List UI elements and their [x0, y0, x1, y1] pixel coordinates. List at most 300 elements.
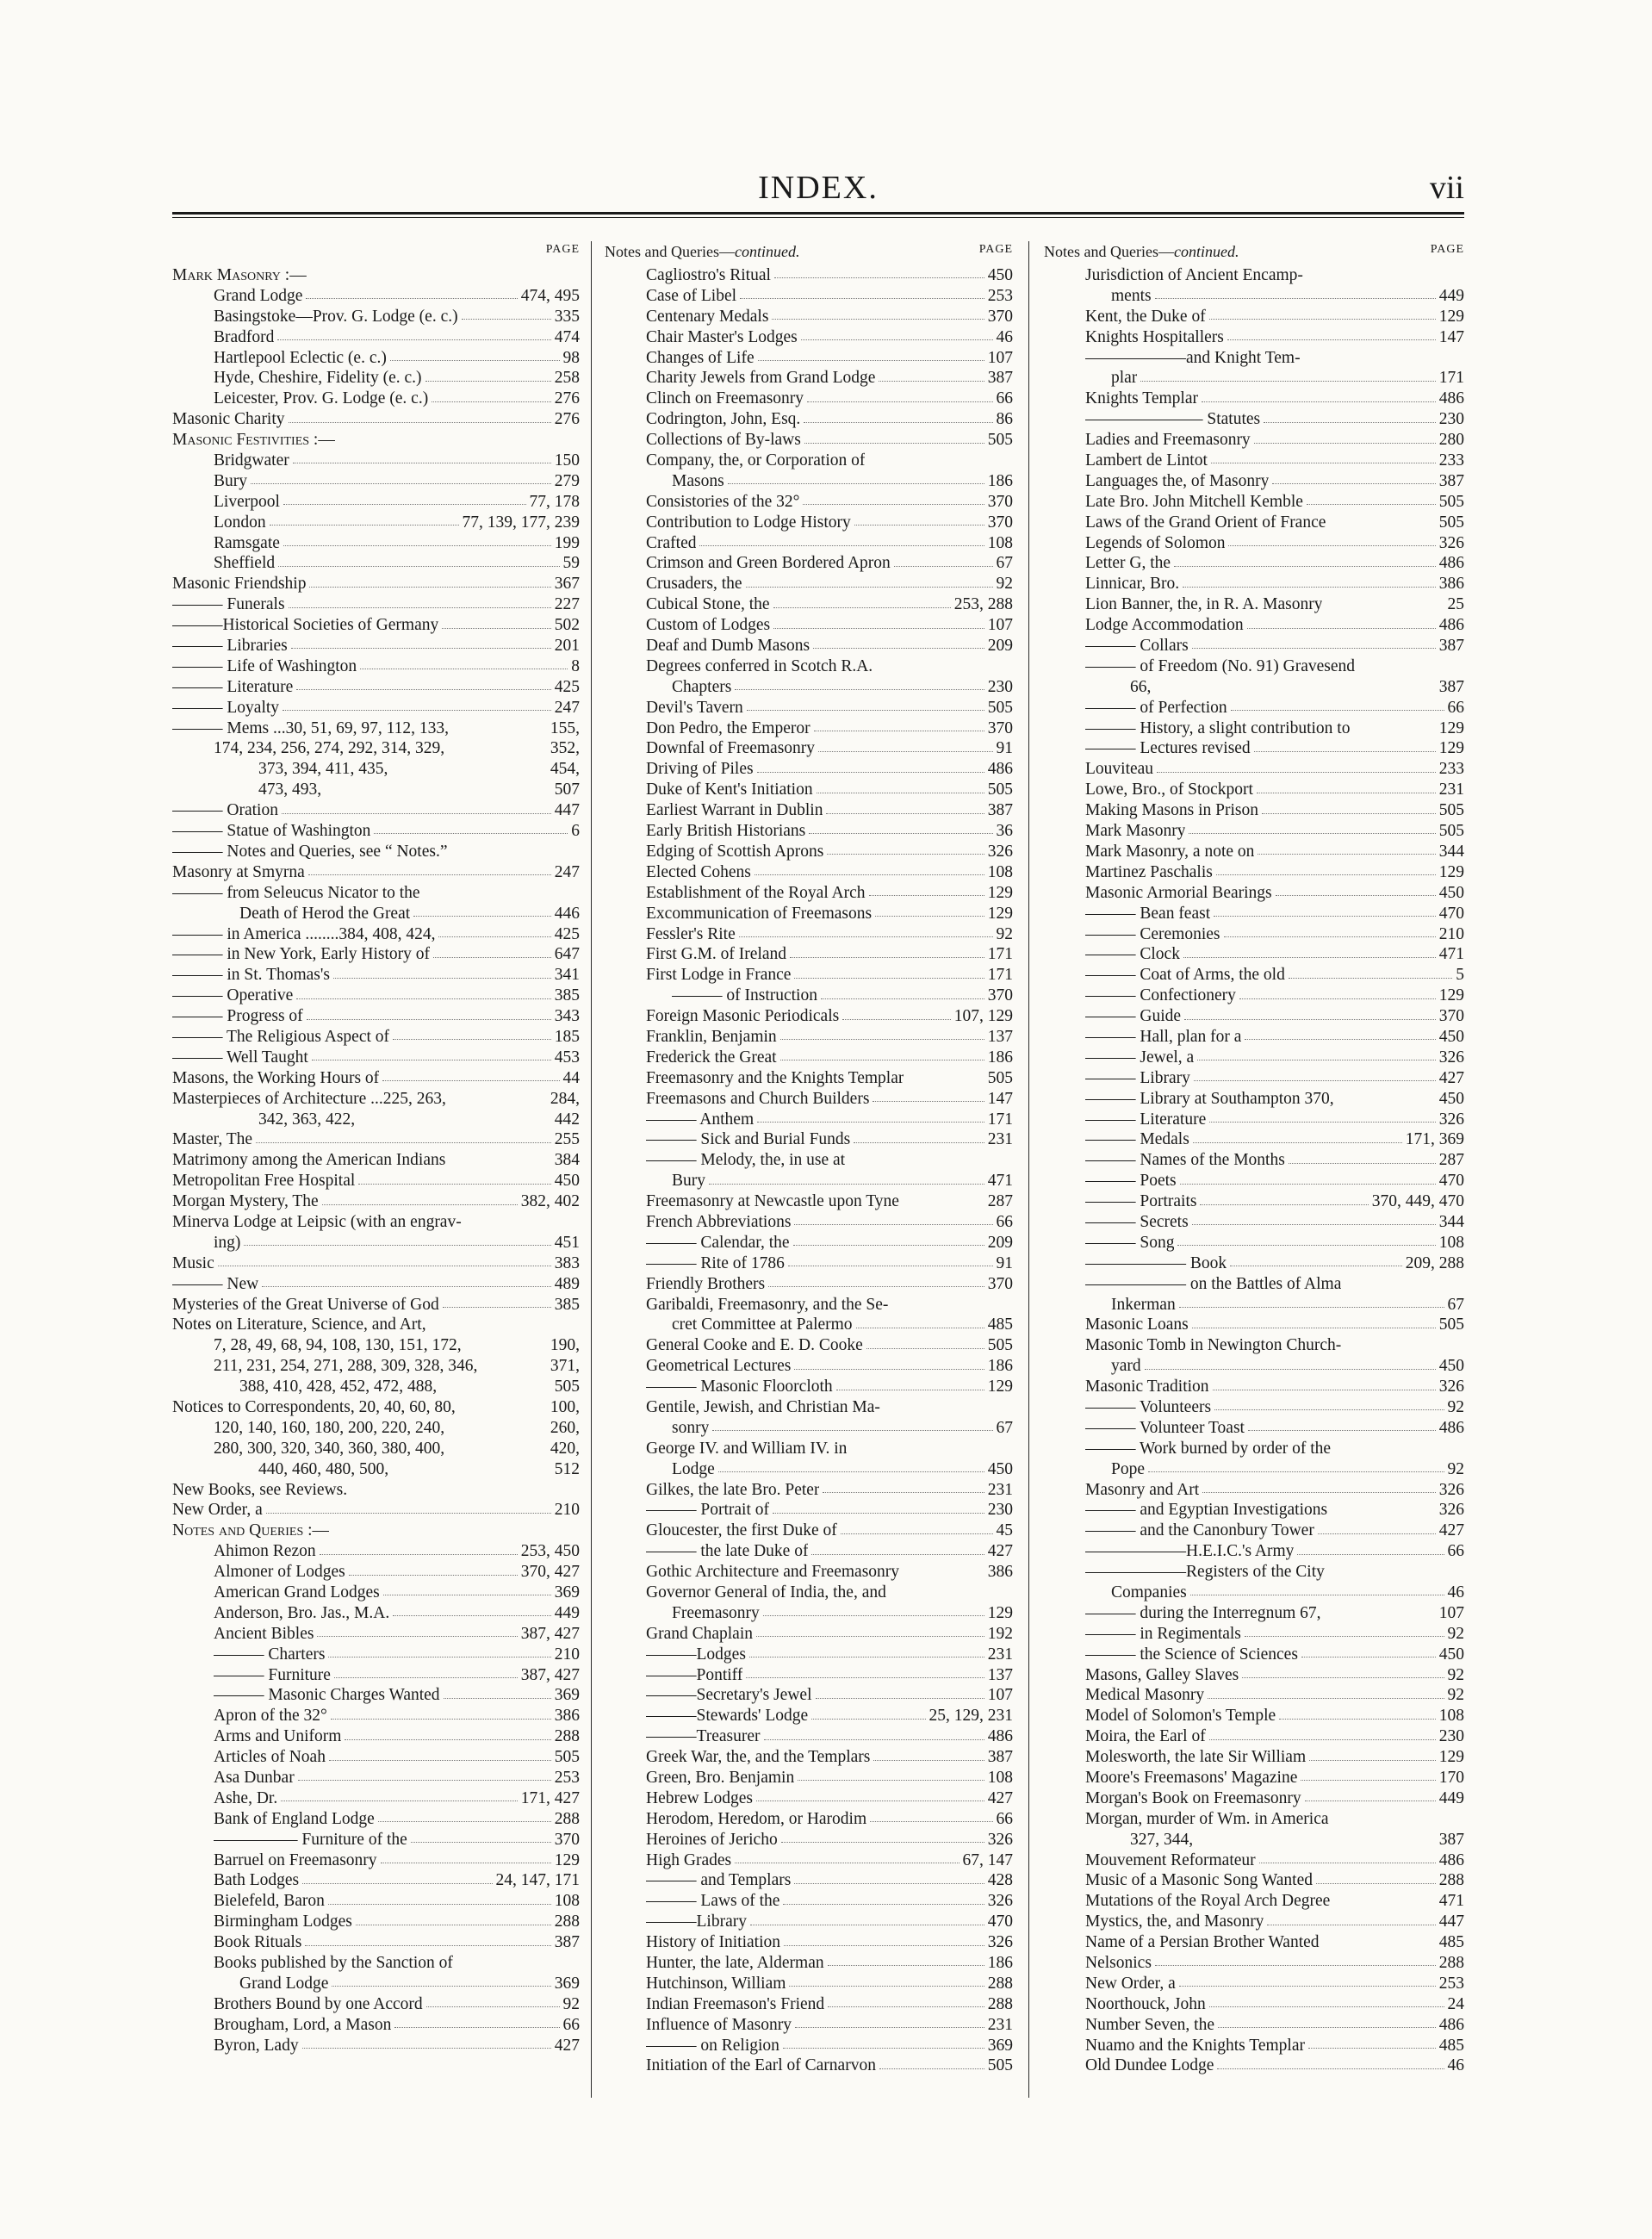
- entry-text: Don Pedro, the Emperor: [646, 718, 810, 737]
- dot-leader: [794, 1878, 984, 1884]
- entry-page: 447: [554, 801, 580, 820]
- index-entry: [172, 1048, 580, 1068]
- entry-text: Masonic Friendship: [172, 575, 307, 594]
- index-entry: [172, 1191, 580, 1212]
- dot-leader: [448, 746, 547, 751]
- dot-leader: [873, 1096, 984, 1102]
- entry-text: Morgan Mystery, The: [172, 1192, 319, 1211]
- index-entry: [605, 1212, 1013, 1233]
- dot-leader: [328, 1651, 550, 1657]
- entry-page: 427: [987, 1788, 1013, 1807]
- dot-leader: [794, 1219, 992, 1225]
- index-entry: [605, 1747, 1013, 1768]
- dot-leader: [332, 1981, 550, 1987]
- dot-leader: [1245, 1034, 1435, 1040]
- entry-text: New Order, a: [172, 1501, 263, 1520]
- entry-text: Basingstoke—Prov. G. Lodge (e. c.): [214, 307, 458, 326]
- entry-text: ——— Poets: [1085, 1172, 1177, 1191]
- dot-leader: [1189, 828, 1435, 834]
- dot-leader: [774, 272, 984, 278]
- index-entry: [172, 1418, 580, 1439]
- entry-page: 385: [554, 986, 580, 1005]
- entry-text: ——— on Religion: [646, 2036, 779, 2055]
- entry-page: 258: [554, 369, 580, 388]
- dot-leader: [798, 1775, 984, 1781]
- dot-leader: [424, 891, 576, 896]
- entry-page: 370: [987, 307, 1013, 326]
- entry-page: 288: [987, 1994, 1013, 2013]
- entry-text: ————— Furniture of the: [214, 1830, 407, 1849]
- entry-text: ——— Library at Southampton 370,: [1085, 1089, 1334, 1108]
- entry-text: Minerva Lodge at Leipsic (with an engrav-: [172, 1212, 462, 1231]
- entry-page: 505: [987, 1068, 1013, 1087]
- dot-leader: [781, 1837, 984, 1843]
- entry-page: 450: [1438, 883, 1464, 902]
- entry-text: ——— Melody, the, in use at: [646, 1151, 846, 1170]
- entry-page: 386: [1438, 575, 1464, 594]
- entry-page: 92: [1447, 1397, 1464, 1416]
- dot-leader: [1194, 1075, 1436, 1081]
- entry-text: New Books, see Reviews.: [172, 1480, 348, 1499]
- dot-leader: [1180, 1179, 1436, 1185]
- entry-text: Articles of Noah: [214, 1748, 326, 1767]
- entry-page: 447: [1438, 1912, 1464, 1931]
- index-entry: [172, 1541, 580, 1562]
- entry-page: 369: [987, 2036, 1013, 2055]
- entry-page: 86: [996, 410, 1013, 429]
- entry-text: ——— Masonic Charges Wanted: [214, 1686, 440, 1705]
- dot-leader: [305, 1940, 550, 1946]
- dot-leader: [440, 1384, 551, 1390]
- index-entry: [605, 883, 1013, 904]
- index-entry: [1044, 553, 1464, 574]
- index-entry: [605, 1110, 1013, 1130]
- index-entry: [605, 1253, 1013, 1274]
- index-entry: [1044, 389, 1464, 409]
- dot-leader: [1305, 1795, 1436, 1801]
- index-entry: [605, 553, 1013, 574]
- entry-page: 92: [996, 575, 1013, 594]
- dot-leader: [783, 1899, 984, 1905]
- dot-leader: [772, 314, 984, 320]
- dot-leader: [854, 1137, 984, 1143]
- index-entry: [1044, 1500, 1464, 1521]
- entry-page: 428: [987, 1871, 1013, 1890]
- dot-leader: [266, 1508, 551, 1514]
- index-entry: [172, 759, 580, 780]
- index-entry: [172, 1480, 580, 1501]
- entry-page: 451: [554, 1233, 580, 1252]
- entry-text: 211, 231, 254, 271, 288, 309, 328, 346,: [214, 1357, 478, 1376]
- entry-text: ——— New: [172, 1274, 259, 1293]
- index-entry: [605, 533, 1013, 554]
- entry-page: 450: [1438, 1645, 1464, 1664]
- header-rule-thick: [172, 212, 1464, 215]
- index-entry: [172, 986, 580, 1006]
- entry-page: 186: [987, 1954, 1013, 1973]
- entry-page: 171: [987, 966, 1013, 985]
- entry-page: 66: [996, 389, 1013, 408]
- entry-text: Chapters: [672, 677, 732, 696]
- index-entry: [172, 1768, 580, 1788]
- index-entry: [172, 800, 580, 821]
- dot-leader: [394, 2022, 559, 2028]
- dot-leader: [1179, 1981, 1436, 1987]
- dot-leader: [903, 1199, 984, 1204]
- entry-text: ——— in New York, Early History of: [172, 945, 430, 964]
- dot-leader: [278, 561, 559, 567]
- entry-page: 171, 369: [1405, 1130, 1464, 1149]
- dot-leader: [382, 1075, 559, 1081]
- entry-text: ——— Charters: [214, 1645, 326, 1664]
- entry-page: 370, 427: [520, 1563, 580, 1582]
- entry-text: Custom of Lodges: [646, 616, 771, 635]
- entry-page: 326: [1438, 1048, 1464, 1067]
- entry-text: ——— during the Interregnum 67,: [1085, 1603, 1321, 1622]
- entry-text: Freemasons and Church Builders: [646, 1089, 870, 1108]
- index-entry: [605, 1089, 1013, 1110]
- entry-text: Linnicar, Bro.: [1085, 575, 1180, 594]
- dot-leader: [788, 1260, 993, 1266]
- index-entry: [172, 1233, 580, 1253]
- index-entry: [605, 1171, 1013, 1191]
- index-entry: [605, 1870, 1013, 1891]
- entry-text: Mystics, the, and Masonry: [1085, 1912, 1264, 1931]
- index-entry: [172, 1459, 580, 1480]
- index-entry: [1044, 862, 1464, 883]
- entry-page: 326: [987, 1830, 1013, 1849]
- index-entry: [1044, 1439, 1464, 1459]
- entry-page: 367: [554, 575, 580, 594]
- entry-page: 129: [554, 1850, 580, 1869]
- dot-leader: [763, 1610, 984, 1616]
- entry-text: Frederick the Great: [646, 1048, 777, 1067]
- dot-leader: [1209, 2001, 1444, 2007]
- dot-leader: [1332, 1817, 1461, 1822]
- entry-page: 387: [1438, 677, 1464, 696]
- entry-text: ——— Volunteers: [1085, 1397, 1212, 1416]
- entry-text: —————— on the Battles of Alma: [1085, 1274, 1342, 1293]
- entry-text: Apron of the 32°: [214, 1707, 327, 1726]
- index-entry: [172, 513, 580, 533]
- dot-leader: [870, 1816, 992, 1822]
- dot-leader: [907, 1076, 984, 1081]
- index-entry: [1044, 1645, 1464, 1665]
- dot-leader: [814, 725, 984, 731]
- index-entry: [172, 944, 580, 965]
- dot-leader: [438, 931, 550, 937]
- entry-text: Lowe, Bro., of Stockport: [1085, 781, 1253, 799]
- entry-text: Gloucester, the first Duke of: [646, 1521, 837, 1540]
- entry-page: 326: [1438, 1480, 1464, 1499]
- index-entry: [172, 1500, 580, 1521]
- index-entry: [172, 1315, 580, 1335]
- index-entry: [1044, 1830, 1464, 1850]
- dot-leader: [789, 1981, 984, 1987]
- index-entry: [1044, 1685, 1464, 1706]
- index-column-1: [172, 243, 580, 2056]
- entry-text: London: [214, 513, 266, 532]
- entry-page: 66: [996, 1809, 1013, 1828]
- entry-text: Moira, the Earl of: [1085, 1727, 1206, 1746]
- entry-page: 450: [1438, 1027, 1464, 1046]
- dot-leader: [1200, 1199, 1368, 1205]
- index-entry: [605, 348, 1013, 369]
- entry-text: ——— Literature: [172, 677, 294, 696]
- index-entry: [605, 1624, 1013, 1645]
- dot-leader: [866, 1343, 984, 1349]
- dot-leader: [459, 1405, 547, 1410]
- column-header-italic: continued.: [734, 243, 800, 260]
- dot-leader: [296, 684, 551, 690]
- column-header: [605, 243, 1013, 265]
- entry-page: 449: [554, 1603, 580, 1622]
- entry-page: 129: [1438, 986, 1464, 1005]
- dot-leader: [1328, 1570, 1461, 1575]
- entry-text: Masons, Galley Slaves: [1085, 1665, 1239, 1684]
- entry-page: 186: [987, 1048, 1013, 1067]
- entry-page: 6: [571, 822, 580, 841]
- index-entry: [605, 2036, 1013, 2056]
- dot-leader: [425, 376, 551, 382]
- entry-text: Making Masons in Prison: [1085, 801, 1258, 820]
- entry-text: Influence of Masonry: [646, 2015, 792, 2034]
- column-header-text: Notes and Queries—: [1044, 243, 1174, 260]
- entry-text: ——— Song: [1085, 1233, 1175, 1252]
- index-entry: [1044, 1912, 1464, 1932]
- dot-leader: [803, 499, 984, 505]
- entry-page: 170: [1438, 1769, 1464, 1788]
- dot-leader: [392, 1467, 551, 1472]
- entry-page: 427: [1438, 1068, 1464, 1087]
- index-entry: [1044, 1603, 1464, 1624]
- entry-text: Companies: [1111, 1583, 1187, 1602]
- entry-page: 129: [1438, 1748, 1464, 1767]
- dot-leader: [1183, 582, 1436, 588]
- entry-text: 120, 140, 160, 180, 200, 220, 240,: [214, 1418, 445, 1437]
- entry-text: Leicester, Prov. G. Lodge (e. c.): [214, 389, 429, 408]
- entry-text: Masonic Festivities :—: [172, 431, 335, 450]
- entry-page: 107, 129: [953, 1007, 1013, 1026]
- dot-leader: [462, 314, 551, 320]
- index-entry: [1044, 1788, 1464, 1809]
- dot-leader: [816, 1693, 984, 1699]
- entry-text: ——— Oration: [172, 801, 278, 820]
- entry-page: 46: [996, 327, 1013, 346]
- dot-leader: [809, 828, 992, 834]
- entry-text: Bank of England Lodge: [214, 1809, 375, 1828]
- entry-page: 370: [987, 986, 1013, 1005]
- index-entry: [1044, 451, 1464, 471]
- entry-text: Ladies and Freemasonry: [1085, 431, 1251, 450]
- entry-page: 46: [1447, 1583, 1464, 1602]
- entry-text: Books published by the Sanction of: [214, 1954, 453, 1973]
- dot-leader: [1353, 726, 1435, 731]
- entry-text: 174, 234, 256, 274, 292, 314, 329,: [214, 739, 445, 758]
- entry-page: 370: [1438, 1007, 1464, 1026]
- entry-page: 344: [1438, 1212, 1464, 1231]
- entry-page: 92: [1447, 1686, 1464, 1705]
- index-entry: [1044, 677, 1464, 698]
- index-entry: [605, 327, 1013, 348]
- index-entry: [1044, 2056, 1464, 2076]
- entry-page: 471: [1438, 1892, 1464, 1911]
- entry-text: ——— the late Duke of: [646, 1542, 809, 1561]
- index-entry: [1044, 1048, 1464, 1068]
- dot-leader: [813, 643, 984, 649]
- entry-page: 505: [554, 1378, 580, 1396]
- entry-page: 486: [1438, 616, 1464, 635]
- index-entry: [172, 1830, 580, 1850]
- entry-text: Foreign Masonic Periodicals: [646, 1007, 840, 1026]
- entry-text: Book Rituals: [214, 1933, 302, 1952]
- entry-text: Charity Jewels from Grand Lodge: [646, 369, 876, 388]
- dot-leader: [1227, 334, 1436, 340]
- entry-page: 253, 450: [520, 1542, 580, 1561]
- dot-leader: [334, 1672, 518, 1678]
- entry-text: Arms and Uniform: [214, 1727, 342, 1746]
- dot-leader: [1140, 376, 1435, 382]
- dot-leader: [1279, 1713, 1436, 1720]
- dot-leader: [1325, 1611, 1436, 1616]
- entry-page: 505: [554, 1748, 580, 1767]
- dot-leader: [841, 1528, 993, 1534]
- dot-leader: [1262, 808, 1436, 814]
- index-entry: [605, 492, 1013, 513]
- dot-leader: [1309, 1755, 1436, 1761]
- entry-page: 67: [1447, 1295, 1464, 1314]
- index-entry: [1044, 1891, 1464, 1912]
- dot-leader: [325, 787, 551, 793]
- entry-page: 129: [987, 1378, 1013, 1396]
- index-entry: [605, 1150, 1013, 1171]
- entry-page: 276: [554, 389, 580, 408]
- index-entry: [605, 615, 1013, 636]
- index-entry: [605, 904, 1013, 924]
- dot-leader: [293, 457, 551, 463]
- entry-text: Bath Lodges: [214, 1871, 300, 1890]
- entry-text: ——— and Egyptian Investigations: [1085, 1501, 1328, 1520]
- entry-text: Clinch on Freemasonry: [646, 389, 804, 408]
- dot-leader: [452, 726, 547, 731]
- entry-text: 327, 344,: [1130, 1830, 1194, 1849]
- entry-page: 171, 427: [520, 1788, 580, 1807]
- column-header-title: [605, 243, 799, 261]
- entry-page: 470: [1438, 904, 1464, 923]
- dot-leader: [338, 438, 576, 443]
- index-entry: [1044, 738, 1464, 759]
- index-entry: [1044, 1809, 1464, 1830]
- index-entry: [1044, 327, 1464, 348]
- dot-leader: [1192, 643, 1436, 649]
- dot-leader: [1230, 1260, 1402, 1266]
- page-header: [172, 169, 1464, 212]
- index-entry: [172, 904, 580, 924]
- entry-text: Almoner of Lodges: [214, 1563, 345, 1582]
- entry-page: 326: [987, 842, 1013, 861]
- entry-page: 450: [987, 266, 1013, 284]
- entry-text: ——— Medals: [1085, 1130, 1189, 1149]
- index-entry: [1044, 307, 1464, 327]
- index-entry: [605, 656, 1013, 677]
- entry-page: 288: [554, 1727, 580, 1746]
- dot-leader: [411, 1837, 551, 1843]
- dot-leader: [794, 1364, 984, 1370]
- entry-text: General Cooke and E. D. Cooke: [646, 1336, 863, 1355]
- entry-page: 512: [554, 1459, 580, 1478]
- dot-leader: [291, 643, 551, 649]
- entry-text: Ancient Bibles: [214, 1624, 314, 1643]
- dot-leader: [1202, 396, 1436, 402]
- entry-page: 505: [1438, 801, 1464, 820]
- dot-leader: [811, 1549, 984, 1555]
- dot-leader: [856, 1322, 984, 1328]
- entry-text: ——— Libraries: [172, 637, 288, 656]
- entry-text: ——— Bean feast: [1085, 904, 1211, 923]
- dot-leader: [879, 376, 984, 382]
- dot-leader: [790, 952, 984, 958]
- entry-page: 288: [987, 1974, 1013, 1993]
- dot-leader: [351, 1487, 576, 1492]
- index-entry: [1044, 1870, 1464, 1891]
- entry-text: Masterpieces of Architecture ...225, 263,: [172, 1089, 446, 1108]
- dot-leader: [298, 1775, 551, 1781]
- index-entry: [172, 307, 580, 327]
- dot-leader: [450, 1097, 547, 1102]
- entry-text: ——— Collars: [1085, 637, 1189, 656]
- dot-leader: [1267, 1919, 1435, 1925]
- entry-page: 230: [1438, 410, 1464, 429]
- dot-leader: [1326, 602, 1444, 607]
- entry-page: 370, 449, 470: [1371, 1192, 1464, 1211]
- index-entry: [1044, 1110, 1464, 1130]
- dot-leader: [757, 767, 984, 773]
- index-entry: [1044, 1191, 1464, 1212]
- entry-text: ———Treasurer: [646, 1727, 761, 1746]
- dot-leader: [1307, 273, 1461, 278]
- entry-text: 280, 300, 320, 340, 360, 380, 400,: [214, 1439, 445, 1458]
- dot-leader: [1196, 1838, 1436, 1843]
- entry-page: 108: [1438, 1707, 1464, 1726]
- dot-leader: [426, 2001, 560, 2007]
- entry-text: Mysteries of the Great Universe of God: [172, 1295, 439, 1314]
- dot-leader: [818, 746, 992, 752]
- entry-page: 454,: [550, 760, 580, 779]
- entry-page: 474, 495: [520, 286, 580, 305]
- entry-page: 326: [1438, 533, 1464, 552]
- index-entry: [605, 1583, 1013, 1603]
- entry-page: 129: [1438, 307, 1464, 326]
- index-entry: [1044, 1747, 1464, 1768]
- dot-leader: [444, 1693, 551, 1699]
- entry-text: Freemasonry at Newcastle upon Tyne: [646, 1192, 899, 1211]
- dot-leader: [383, 1589, 551, 1595]
- index-entry: [1044, 430, 1464, 451]
- index-entry: [172, 738, 580, 759]
- index-entry: [172, 1603, 580, 1624]
- index-entry: [605, 1953, 1013, 1974]
- entry-text: plar: [1111, 369, 1138, 388]
- entry-text: Freemasonry and the Knights Templar: [646, 1068, 904, 1087]
- index-entry: [172, 1171, 580, 1191]
- entry-text: Pope: [1111, 1459, 1145, 1478]
- index-entry: [605, 1068, 1013, 1089]
- column-header-title: [1044, 243, 1239, 261]
- entry-page: 341: [554, 966, 580, 985]
- index-entry: [605, 1850, 1013, 1871]
- index-entry: [1044, 1274, 1464, 1295]
- entry-text: Case of Libel: [646, 286, 737, 305]
